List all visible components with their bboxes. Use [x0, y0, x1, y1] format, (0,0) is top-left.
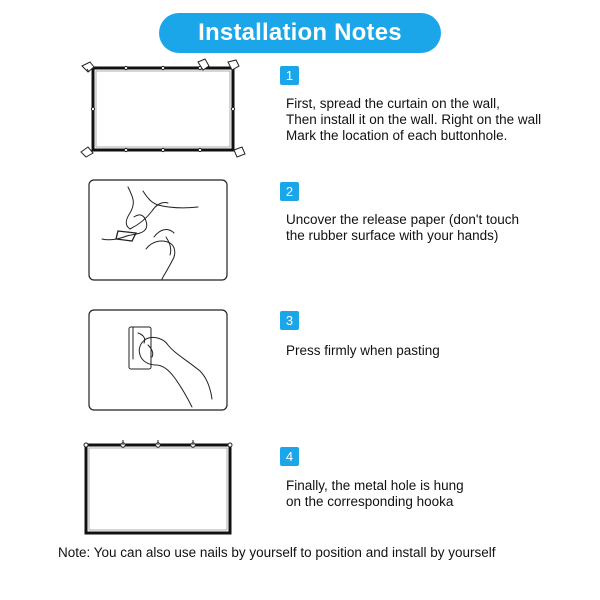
page-title: Installation Notes: [159, 13, 441, 53]
step-2-text: [286, 212, 519, 244]
step-1-text: [286, 96, 541, 144]
pressing-finger-icon: [88, 309, 228, 411]
step-3-text: [286, 343, 440, 359]
step-number-badge: 2: [280, 182, 299, 201]
step-number-badge: 1: [280, 66, 299, 85]
step-4-text: [286, 478, 464, 510]
step-text-line: the rubber surface with your hands): [286, 228, 499, 243]
screen-frame-with-clips-icon: [78, 58, 248, 160]
hung-screen-frame-icon: [83, 437, 233, 537]
step-text-line: Uncover the release paper (don't touch: [286, 212, 519, 227]
step-text-line: Finally, the metal hole is hung: [286, 478, 464, 493]
step-text-line: Press firmly when pasting: [286, 343, 440, 358]
step-number-badge: 3: [280, 311, 299, 330]
step-text-line: Then install it on the wall. Right on the wall: [286, 112, 542, 127]
step-text-line: on the corresponding hooka: [286, 494, 454, 509]
footer-note: Note: You can also use nails by yourself to position and install by yourself: [58, 545, 496, 560]
peeling-hand-icon: [88, 179, 228, 281]
step-text-line: Mark the location of each buttonhole.: [286, 128, 508, 143]
step-text-line: First, spread the curtain on the wall,: [286, 96, 500, 111]
step-number-badge: 4: [280, 447, 299, 466]
